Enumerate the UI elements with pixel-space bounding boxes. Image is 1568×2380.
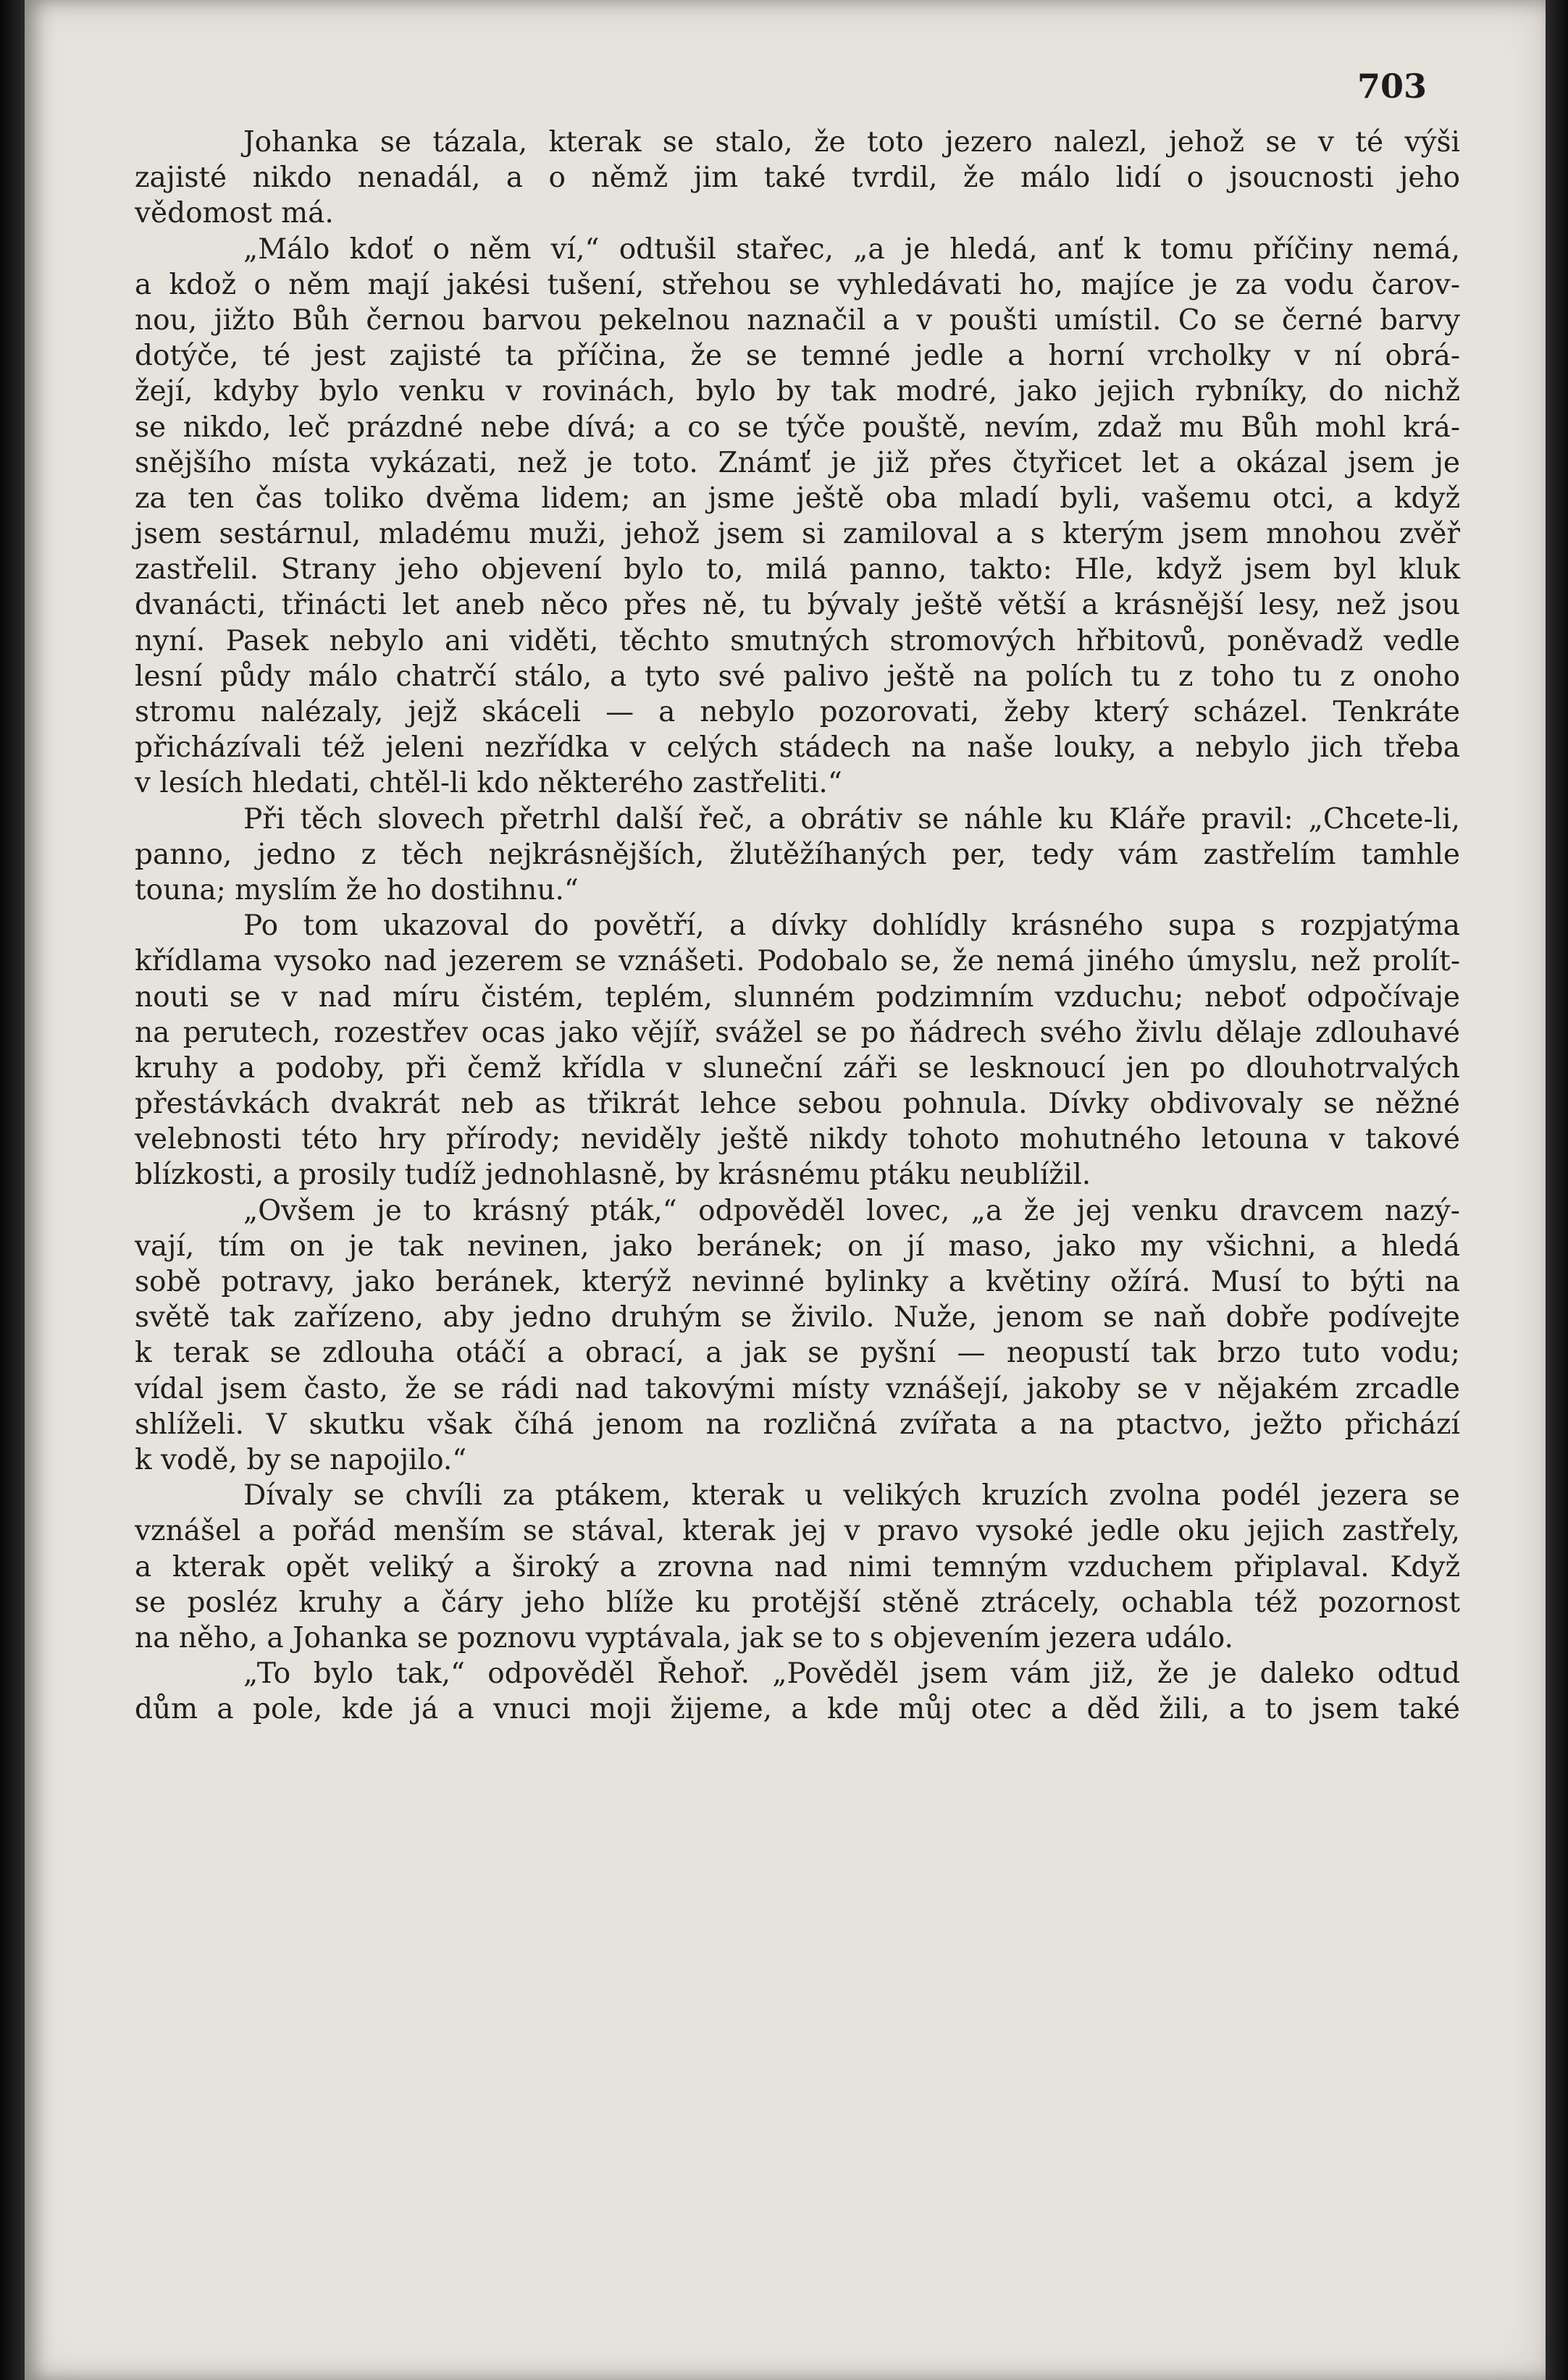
text-line: touna; myslím že ho dostihnu.“ [135,873,579,907]
text-line: a kterak opět veliký a široký a zrovna nad nimi temným vzduchem připlaval. Když [135,1550,1460,1584]
text-line: dům a pole, kde já a vnuci moji žijeme, a kde můj otec a děd žili, a to jsem také [135,1693,1460,1726]
text-line: lesní půdy málo chatrčí stálo, a tyto své palivo ještě na polích tu z toho tu z onoho [135,660,1460,693]
text-line: vají, tím on je tak nevinen, jako beránek; on jí maso, jako my všichni, a hledá [135,1229,1460,1263]
text-line: panno, jedno z těch nejkrásnějších, žlutěžíhaných per, tedy vám zastřelím tamhle [135,838,1460,871]
text-line: blízkosti, a prosily tudíž jednohlasně, by krásnému ptáku neublížil. [135,1159,1091,1192]
text-line: kruhy a podoby, při čemž křídla v sluneční záři se lesknoucí jen po dlouhotrvalých [135,1051,1460,1085]
scan-border-left [0,0,25,2380]
text-line: Johanka se tázala, kterak se stalo, že toto jezero nalezl, jehož se v té výši [243,126,1460,159]
text-line: nyní. Pasek nebylo ani viděti, těchto smutných stromových hřbitovů, poněvadž vedle [135,624,1460,657]
text-line: Po tom ukazoval do povětří, a dívky dohlídly krásného supa s rozpjatýma [243,909,1460,943]
text-line: žejí, kdyby bylo venku v rovinách, bylo by tak modré, jako jejich rybníky, do nichž [135,375,1460,408]
text-line: nou, jižto Bůh černou barvou pekelnou naznačil a v poušti umístil. Co se černé barvy [135,303,1460,337]
text-line: se nikdo, leč prázdné nebe dívá; a co se týče pouště, nevím, zdaž mu Bůh mohl krá- [135,411,1460,444]
text-line: světě tak zařízeno, aby jedno druhým se živilo. Nuže, jenom se naň dobře podívejte [135,1301,1460,1334]
text-line: v lesích hledati, chtěl-li kdo některého zastřeliti.“ [135,767,842,800]
text-line: Při těch slovech přetrhl další řeč, a obrátiv se náhle ku Kláře pravil: „Chcete-li, [243,802,1460,836]
book-page [25,0,1546,2380]
text-line: přicházívali též jeleni nezřídka v celých stádech na naše louky, a nebylo jich třeba [135,731,1460,765]
body-text [135,125,1460,1727]
page-number: 703 [1357,67,1427,106]
text-line: vznášel a pořád menším se stával, kterak jej v pravo vysoké jedle oku jejich zastřely, [135,1515,1460,1548]
text-line: „Ovšem je to krásný pták,“ odpověděl lovec, „a že jej venku dravcem nazý- [243,1194,1460,1227]
text-line: sobě potravy, jako beránek, kterýž nevinné bylinky a květiny ožírá. Musí to býti na [135,1266,1460,1298]
text-line: zajisté nikdo nenadál, a o němž jim také tvrdil, že málo lidí o jsoucnosti jeho [135,161,1460,195]
text-line: vídal jsem často, že se rádi nad takovými místy vznášejí, jakoby se v nějakém zrcadle [135,1372,1460,1405]
text-line: dvanácti, třinácti let aneb něco přes ně, tu bývaly ještě větší a krásnější lesy, než jsou [135,589,1460,622]
text-line: velebnosti této hry přírody; neviděly ještě nikdy tohoto mohutného letouna v takové [135,1123,1460,1156]
text-line: zastřelil. Strany jeho objevení bylo to, milá panno, takto: Hle, když jsem byl kluk [135,553,1460,586]
text-line: k vodě, by se napojilo.“ [135,1443,467,1476]
text-line: shlíželi. V skutku však číhá jenom na rozličná zvířata a na ptactvo, ježto přichází [135,1408,1460,1441]
scan-border-right [1546,0,1568,2380]
text-line: Dívaly se chvíli za ptákem, kterak u velikých kruzích zvolna podél jezera se [243,1479,1460,1513]
text-line: jsem sestárnul, mladému muži, jehož jsem si zamiloval a s kterým jsem mnohou zvěř [135,518,1460,551]
text-line: za ten čas toliko dvěma lidem; an jsme ještě oba mladí byli, vašemu otci, a když [135,482,1460,515]
text-line: na perutech, rozestřev ocas jako vějíř, svážel se po ňádrech svého živlu dělaje zdlouhavé [135,1016,1460,1049]
text-line: nouti se v nad míru čistém, teplém, slunném podzimním vzduchu; neboť odpočívaje [135,980,1460,1014]
text-line: křídlama vysoko nad jezerem se vznášeti. Podobalo se, že nemá jiného úmyslu, než prolít- [135,945,1460,978]
text-line: se posléz kruhy a čáry jeho blíže ku protější stěně ztrácely, ochabla též pozornost [135,1586,1460,1619]
text-line: vědomost má. [135,197,334,230]
text-line: přestávkách dvakrát neb as třikrát lehce sebou pohnula. Dívky obdivovaly se něžné [135,1088,1460,1121]
text-line: a kdož o něm mají jakési tušení, střehou se vyhledávati ho, majíce je za vodu čarov- [135,268,1460,301]
text-line: snějšího místa vykázati, než je toto. Známť je již přes čtyřicet let a okázal jsem je [135,446,1460,479]
text-line: „To bylo tak,“ odpověděl Řehoř. „Pověděl jsem vám již, že je daleko odtud [243,1657,1460,1691]
text-line: k terak se zdlouha otáčí a obrací, a jak se pyšní — neopustí tak brzo tuto vodu; [135,1337,1460,1370]
text-line: na něho, a Johanka se poznovu vyptávala, jak se to s objevením jezera událo. [135,1621,1233,1654]
text-line: dotýče, té jest zajisté ta příčina, že se temné jedle a horní vrcholky v ní obrá- [135,340,1460,373]
text-line: „Málo kdoť o něm ví,“ odtušil stařec, „a je hledá, anť k tomu příčiny nemá, [243,232,1460,266]
text-line: stromu nalézaly, jejž skáceli — a nebylo pozorovati, žeby který scházel. Tenkráte [135,696,1460,728]
